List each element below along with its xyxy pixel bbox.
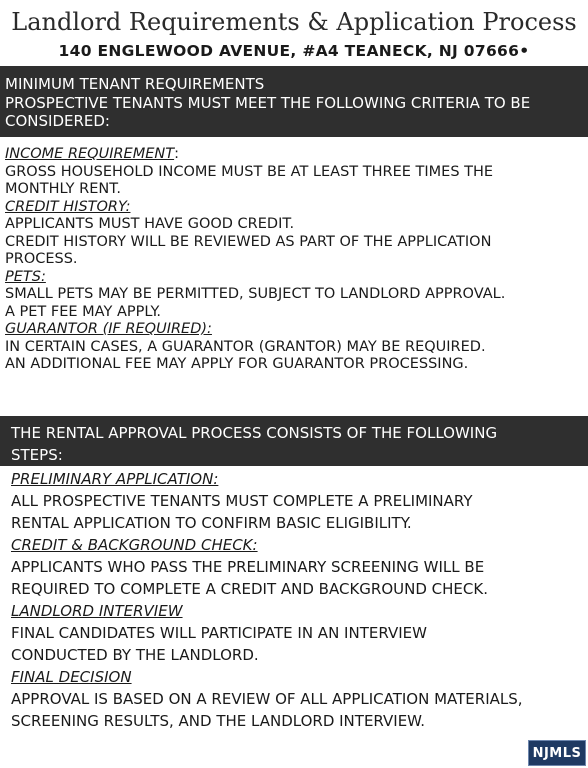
requirement-text: GROSS HOUSEHOLD INCOME MUST BE AT LEAST THREE TIMES THE	[5, 163, 494, 180]
requirement-text: IN CERTAIN CASES, A GUARANTOR (GRANTOR) MAY BE REQUIRED.	[5, 338, 486, 355]
step-text: CONDUCTED BY THE LANDLORD.	[11, 646, 259, 664]
requirement-text: PROCESS.	[5, 251, 78, 267]
process-steps	[11, 468, 585, 732]
requirement-heading: GUARANTOR (IF REQUIRED):	[5, 321, 212, 337]
requirements-banner-line: CONSIDERED:	[5, 112, 110, 130]
process-banner-line: STEPS:	[11, 446, 63, 464]
requirement-heading-row	[5, 146, 585, 164]
requirement-text: AN ADDITIONAL FEE MAY APPLY FOR GUARANTOR PROCESSING.	[5, 356, 469, 372]
requirements-banner	[0, 66, 588, 137]
property-address: 140 ENGLEWOOD AVENUE, #A4 TEANECK, NJ 07666•	[58, 42, 530, 60]
requirements-banner-heading: MINIMUM TENANT REQUIREMENTS	[5, 75, 265, 93]
step-heading: LANDLORD INTERVIEW	[11, 602, 183, 620]
step-heading: CREDIT & BACKGROUND CHECK:	[11, 536, 258, 554]
requirement-text: A PET FEE MAY APPLY.	[5, 303, 162, 320]
requirements-list	[5, 146, 585, 374]
process-banner	[0, 416, 588, 466]
step-heading: PRELIMINARY APPLICATION:	[11, 470, 219, 488]
requirement-heading: INCOME REQUIREMENT	[5, 146, 175, 162]
requirement-credit-history	[5, 199, 585, 269]
process-banner-line: THE RENTAL APPROVAL PROCESS CONSISTS OF THE FOLLOWING	[11, 424, 498, 442]
step-credit-background-check	[11, 534, 585, 600]
requirement-text: CREDIT HISTORY WILL BE REVIEWED AS PART OF THE APPLICATION	[5, 233, 492, 250]
requirement-income	[5, 146, 585, 199]
step-text: REQUIRED TO COMPLETE A CREDIT AND BACKGROUND CHECK.	[11, 580, 488, 598]
document-title: Landlord Requirements & Application Process	[11, 8, 577, 36]
step-landlord-interview	[11, 600, 585, 666]
requirement-pets	[5, 269, 585, 322]
requirement-text: APPLICANTS MUST HAVE GOOD CREDIT.	[5, 216, 295, 232]
step-text: RENTAL APPLICATION TO CONFIRM BASIC ELIGIBILITY.	[11, 514, 412, 532]
requirement-heading: CREDIT HISTORY:	[5, 198, 131, 215]
requirements-banner-line: PROSPECTIVE TENANTS MUST MEET THE FOLLOWING CRITERIA TO BE	[5, 94, 531, 112]
requirement-heading-suffix: :	[174, 146, 179, 162]
step-heading: FINAL DECISION	[11, 668, 132, 686]
njmls-logo: NJMLS	[528, 740, 586, 766]
step-text: APPLICANTS WHO PASS THE PRELIMINARY SCREENING WILL BE	[11, 558, 485, 576]
step-final-decision	[11, 666, 585, 732]
step-preliminary-application	[11, 468, 585, 534]
step-text: FINAL CANDIDATES WILL PARTICIPATE IN AN INTERVIEW	[11, 624, 427, 642]
requirement-text: MONTHLY RENT.	[5, 181, 121, 197]
step-text: SCREENING RESULTS, AND THE LANDLORD INTERVIEW.	[11, 712, 426, 730]
requirement-text: SMALL PETS MAY BE PERMITTED, SUBJECT TO LANDLORD APPROVAL.	[5, 286, 506, 302]
step-text: ALL PROSPECTIVE TENANTS MUST COMPLETE A PRELIMINARY	[11, 492, 473, 510]
requirement-heading: PETS:	[5, 268, 46, 285]
requirement-guarantor	[5, 321, 585, 374]
step-text: APPROVAL IS BASED ON A REVIEW OF ALL APPLICATION MATERIALS,	[11, 690, 523, 708]
